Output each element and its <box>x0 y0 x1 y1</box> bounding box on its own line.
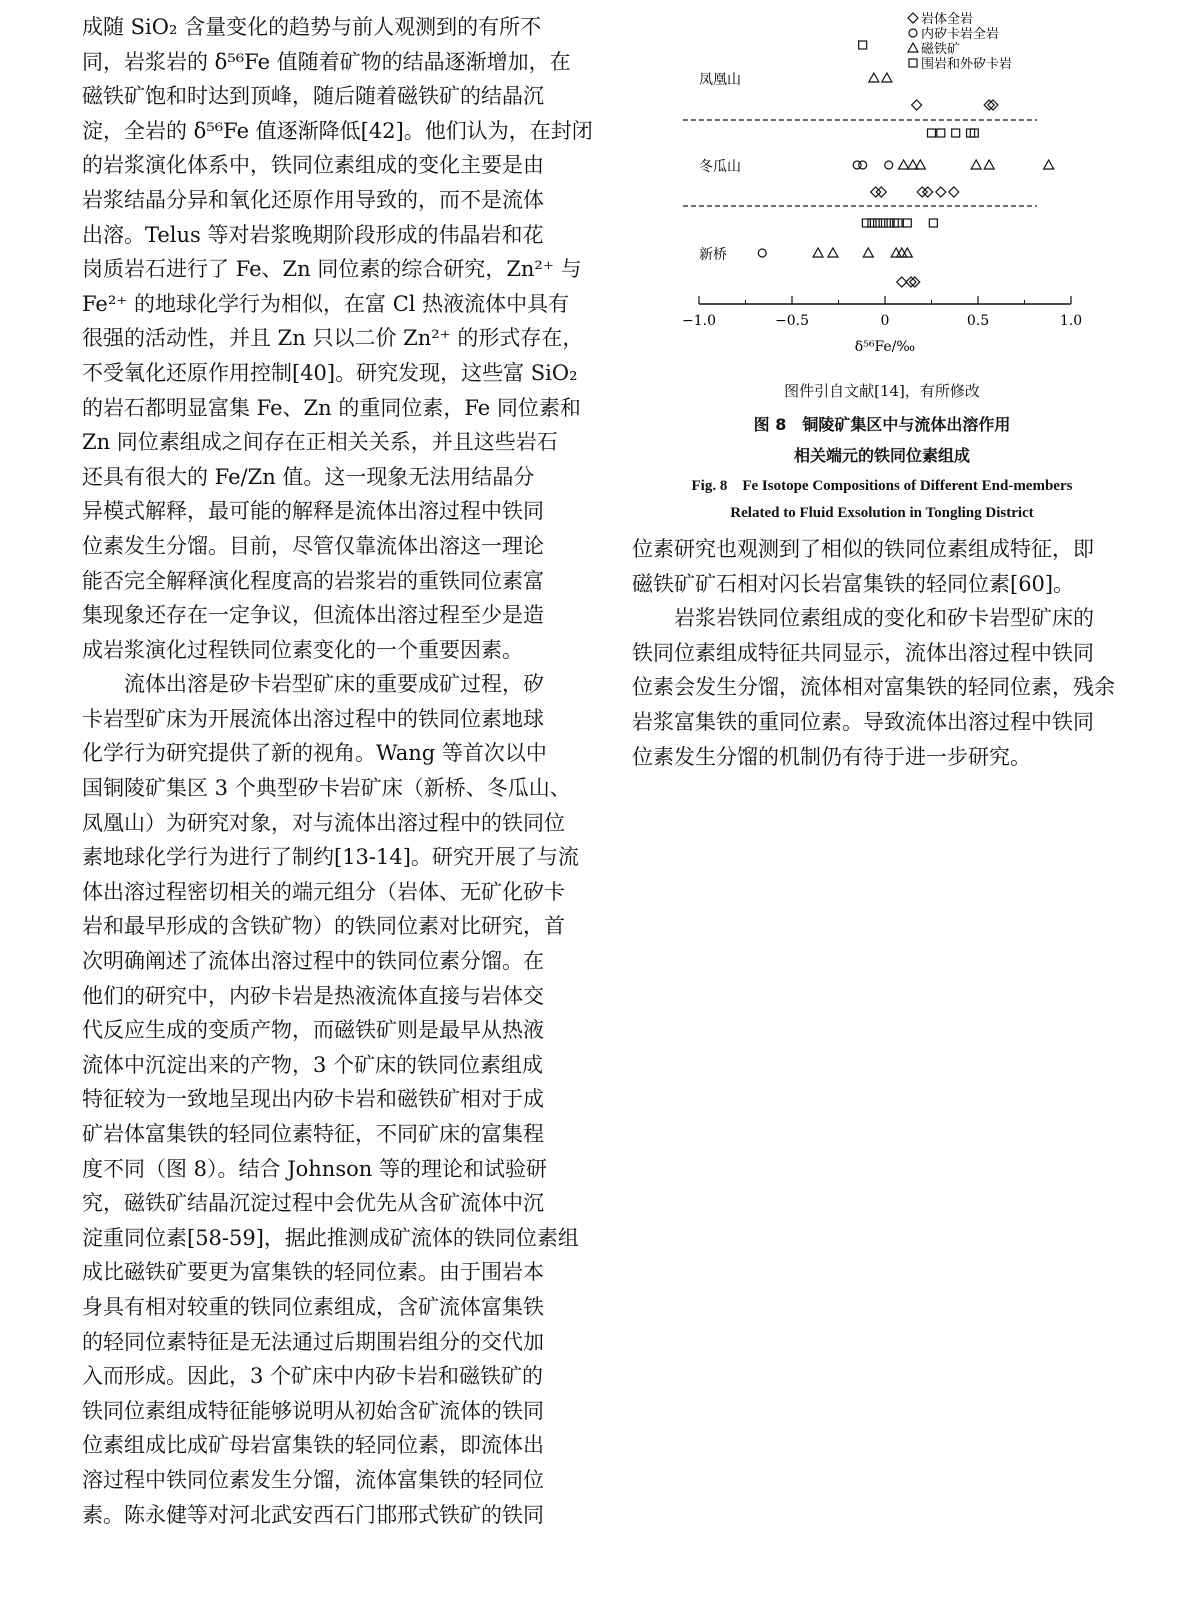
text-line: 国铜陵矿集区 3 个典型矽卡岩矿床（新桥、冬瓜山、 <box>82 776 571 801</box>
text-line: 出溶。Telus 等对岩浆晚期阶段形成的伟晶岩和花 <box>82 222 544 247</box>
data-point-diamond <box>912 100 922 110</box>
text-line: 岩浆岩铁同位素组成的变化和矽卡岩型矿床的 <box>674 606 1094 631</box>
text-line: 异模式解释，最可能的解释是流体出溶过程中铁同 <box>82 499 544 524</box>
text-line: 铁同位素组成特征能够说明从初始含矿流体的铁同 <box>82 1398 544 1423</box>
text-line: 同，岩浆岩的 δ⁵⁶Fe 值随着矿物的结晶逐渐增加，在 <box>82 49 571 74</box>
text-line: 素地球化学行为进行了制约[13-14]。研究开展了与流 <box>82 845 579 870</box>
x-tick-label: 0.5 <box>966 313 990 329</box>
legend-marker-diamond <box>908 13 918 23</box>
text-line: 岗质岩石进行了 Fe、Zn 同位素的综合研究，Zn²⁺ 与 <box>82 257 582 282</box>
text-line: 位素会发生分馏，流体相对富集铁的轻同位素，残余 <box>632 675 1115 700</box>
data-point-triangle <box>882 73 892 82</box>
text-line: 化学行为研究提供了新的视角。Wang 等首次以中 <box>82 741 547 766</box>
legend-label: 内矽卡岩全岩 <box>921 27 1000 42</box>
data-point-square <box>862 219 870 227</box>
legend-label: 磁铁矿 <box>921 42 961 57</box>
data-point-square <box>868 219 876 227</box>
x-tick-label: −1.0 <box>682 313 716 329</box>
text-line: 次明确阐述了流体出溶过程中的铁同位素分馏。在 <box>82 949 544 974</box>
data-point-square <box>874 219 882 227</box>
text-line: 铁同位素组成特征共同显示，流体出溶过程中铁同 <box>632 640 1094 665</box>
chart-x-axis <box>682 296 1082 355</box>
text-line: 身具有相对较重的铁同位素组成，含矿流体富集铁 <box>82 1294 544 1319</box>
text-line: 位素组成比成矿母岩富集铁的轻同位素，即流体出 <box>82 1433 544 1458</box>
text-line: 体出溶过程密切相关的端元组分（岩体、无矿化矽卡 <box>82 879 565 904</box>
text-line: 素。陈永健等对河北武安西石门邯邢式铁矿的铁同 <box>82 1502 544 1527</box>
text-line: 成岩浆演化过程铁同位素变化的一个重要因素。 <box>82 637 523 662</box>
text-line: Fe²⁺ 的地球化学行为相似，在富 Cl 热液流体中具有 <box>82 291 570 316</box>
text-line: 集现象还存在一定争议，但流体出溶过程至少是造 <box>82 603 544 628</box>
text-line: 入而形成。因此，3 个矿床中内矽卡岩和磁铁矿的 <box>82 1364 544 1389</box>
paragraph-isotope-magma <box>82 10 593 667</box>
text-line: 岩浆富集铁的重同位素。导致流体出溶过程中铁同 <box>632 709 1094 734</box>
text-line: 究，磁铁矿结晶沉淀过程中会优先从含矿流体中沉 <box>82 1191 544 1216</box>
data-point-circle <box>885 161 893 169</box>
x-tick-label: 1.0 <box>1059 313 1083 329</box>
data-point-square <box>929 219 937 227</box>
data-point-square <box>885 219 893 227</box>
text-line: 矿岩体富集铁的轻同位素特征，不同矿床的富集程 <box>82 1122 544 1146</box>
text-line: 岩浆结晶分异和氧化还原作用导致的，而不是流体 <box>82 187 544 212</box>
data-point-square <box>952 129 960 137</box>
text-line: 的轻同位素特征是无法通过后期围岩组分的交代加 <box>82 1329 544 1354</box>
figure-caption-cn: 图 8 铜陵矿集区中与流体出溶作用 <box>753 415 1011 434</box>
text-line: 成随 SiO₂ 含量变化的趋势与前人观测到的有所不 <box>82 15 542 39</box>
data-point-square <box>928 129 936 137</box>
text-line: 溶过程中铁同位素发生分馏，流体富集铁的轻同位 <box>82 1467 544 1492</box>
text-line: 卡岩型矿床为开展流体出溶过程中的铁同位素地球 <box>82 706 544 731</box>
text-line: 的岩石都明显富集 Fe、Zn 的重同位素，Fe 同位素和 <box>82 395 581 420</box>
text-line: 他们的研究中，内矽卡岩是热液流体直接与岩体交 <box>82 983 544 1008</box>
x-tick-label: 0 <box>880 313 890 329</box>
chart-groups <box>683 41 1054 287</box>
text-line: 岩和最早形成的含铁矿物）的铁同位素对比研究，首 <box>82 914 565 939</box>
right-column <box>632 532 1136 774</box>
figure-caption-en: Fig. 8 Fe Isotope Compositions of Different End-members <box>691 478 1073 494</box>
text-line: 磁铁矿饱和时达到顶峰，随后随着磁铁矿的结晶沉 <box>82 84 544 109</box>
text-line: 位素研究也观测到了相似的铁同位素组成特征，即 <box>632 537 1094 561</box>
data-point-square <box>937 129 945 137</box>
text-line: 成比磁铁矿要更为富集铁的轻同位素。由于围岩本 <box>82 1260 544 1285</box>
data-point-square <box>879 219 887 227</box>
paragraph-chen-study <box>632 532 1136 601</box>
data-point-diamond <box>936 187 946 197</box>
data-point-circle <box>758 249 766 257</box>
paragraph-skarn <box>82 667 586 1532</box>
group-label: 冬瓜山 <box>699 159 741 175</box>
text-line: 不受氧化还原作用控制[40]。研究发现，这些富 SiO₂ <box>82 360 578 385</box>
data-point-square <box>903 219 911 227</box>
paragraph-conclusion <box>632 601 1136 774</box>
text-line: 的岩浆演化体系中，铁同位素组成的变化主要是由 <box>82 153 544 178</box>
data-point-triangle <box>869 73 879 82</box>
figure-caption-en-2: Related to Fluid Exsolution in Tongling District <box>730 505 1034 521</box>
data-point-triangle <box>899 160 909 169</box>
data-point-triangle <box>828 248 838 257</box>
text-line: 还具有很大的 Fe/Zn 值。这一现象无法用结晶分 <box>82 464 535 489</box>
text-line: 淀，全岩的 δ⁵⁶Fe 值逐渐降低[42]。他们认为，在封闭 <box>82 118 593 143</box>
text-line: 磁铁矿矿石相对闪长岩富集铁的轻同位素[60]。 <box>632 571 1075 596</box>
data-point-diamond <box>984 100 994 110</box>
text-line: 代反应生成的变质产物，而磁铁矿则是最早从热液 <box>82 1018 544 1043</box>
text-line: 特征较为一致地呈现出内矽卡岩和磁铁矿相对于成 <box>82 1087 544 1112</box>
legend-marker-circle <box>909 29 917 37</box>
figure-caption-cn-2: 相关端元的铁同位素组成 <box>793 446 970 465</box>
data-point-diamond <box>988 100 998 110</box>
text-line: 流体中沉淀出来的产物，3 个矿床的铁同位素组成 <box>82 1052 544 1077</box>
data-point-circle <box>859 161 867 169</box>
data-point-triangle <box>971 160 981 169</box>
text-line: Zn 同位素组成之间存在正相关关系，并且这些岩石 <box>82 430 558 455</box>
left-column <box>82 10 593 1532</box>
text-line: 能否完全解释演化程度高的岩浆岩的重铁同位素富 <box>82 568 544 593</box>
data-point-triangle <box>863 248 873 257</box>
legend-marker-triangle <box>908 43 918 52</box>
x-axis-label: δ⁵⁶Fe/‰ <box>854 339 916 355</box>
legend-label: 岩体全岩 <box>921 12 974 27</box>
text-line: 淀重同位素[58-59]，据此推测成矿流体的铁同位素组 <box>82 1225 579 1250</box>
group-label: 凤凰山 <box>699 72 741 88</box>
text-line: 位素发生分馏。目前，尽管仅靠流体出溶这一理论 <box>82 533 544 558</box>
text-line: 度不同（图 8）。结合 Johnson 等的理论和试验研 <box>82 1156 547 1181</box>
figure-source-note: 图件引自文献[14]，有所修改 <box>784 382 980 400</box>
group-label: 新桥 <box>699 247 727 263</box>
text-line: 凤凰山）为研究对象，对与流体出溶过程中的铁同位 <box>82 810 565 835</box>
data-point-diamond <box>910 277 920 287</box>
data-point-diamond <box>949 187 959 197</box>
legend-marker-square <box>909 59 917 67</box>
data-point-square <box>859 41 867 49</box>
text-line: 流体出溶是矽卡岩型矿床的重要成矿过程，矽 <box>124 672 544 697</box>
legend-label: 围岩和外矽卡岩 <box>921 57 1013 72</box>
data-point-triangle <box>1044 160 1054 169</box>
text-line: 位素发生分馏的机制仍有待于进一步研究。 <box>632 744 1031 769</box>
data-point-triangle <box>984 160 994 169</box>
chart-legend <box>908 11 1012 72</box>
figure-8-chart <box>665 0 1135 390</box>
text-line: 很强的活动性，并且 Zn 只以二价 Zn²⁺ 的形式存在， <box>82 326 584 351</box>
data-point-triangle <box>813 248 823 257</box>
x-tick-label: −0.5 <box>775 313 809 329</box>
